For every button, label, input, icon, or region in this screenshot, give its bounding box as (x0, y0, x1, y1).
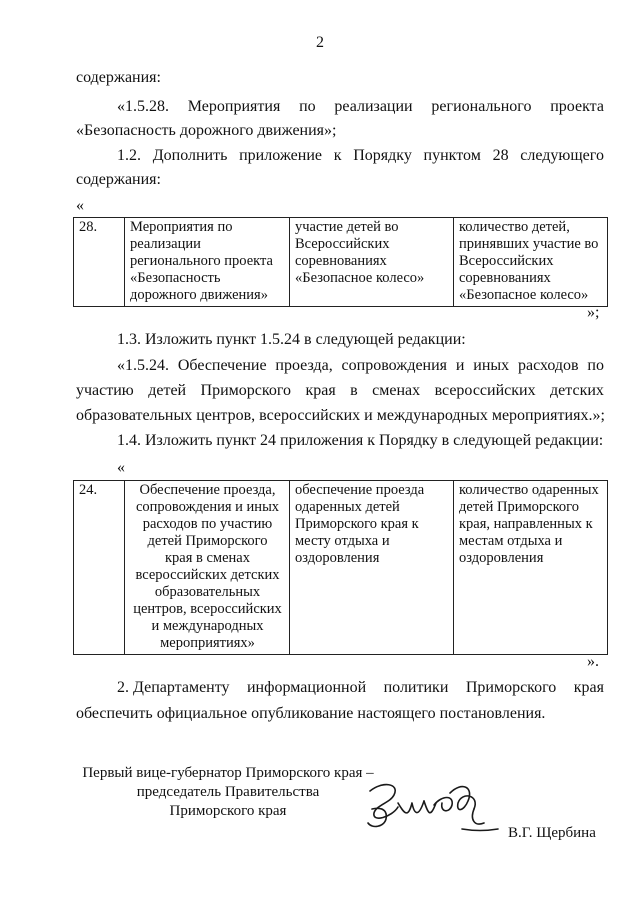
signatory-name: В.Г. Щербина (508, 825, 596, 841)
text-line: образовательных центров, всероссийских и международных мероприятиях.»; (76, 407, 605, 424)
text-line: содержания: (76, 69, 161, 86)
cell-indicator: количество одаренных детей Приморского края, направленных к местам отдыха и оздоровления (454, 481, 608, 655)
cell-event: Обеспечение проезда, сопровождения и иных расходов по участию детей Приморского края в сменах всероссийских детских образовательных центров, всероссийских и международных мероприятиях» (125, 481, 290, 655)
text-line-justified: «1.5.24. Обеспечение проезда, сопровождения и иных расходов по (117, 357, 604, 374)
text-line: обеспечить официальное опубликование настоящего постановления. (76, 705, 546, 722)
cell-activity: участие детей во Всероссийских соревнованиях «Безопасное колесо» (290, 218, 454, 307)
text-line: «Безопасность дорожного движения»; (76, 122, 337, 139)
page-number: 2 (316, 34, 324, 51)
text-line-justified: 2. Департаменту информационной политики Приморского края (117, 679, 604, 696)
cell-number: 24. (74, 481, 125, 655)
close-quote: ». (587, 653, 599, 670)
handwritten-signature (362, 773, 502, 843)
text-line-justified: участию детей Приморского края в сменах всероссийских детских (76, 382, 604, 399)
table-item-24 (73, 480, 608, 655)
signatory-position: Первый вице-губернатор Приморского края – председатель Правительства Приморского края (82, 765, 374, 819)
text-line: 1.4. Изложить пункт 24 приложения к Порядку в следующей редакции: (117, 432, 604, 449)
cell-number: 28. (74, 218, 125, 307)
cell-event: Мероприятия по реализации регионального проекта «Безопасность дорожного движения» (125, 218, 290, 307)
table-row (74, 481, 608, 655)
text-line-justified: «1.5.28. Мероприятия по реализации регионального проекта (117, 98, 604, 115)
open-quote: « (117, 459, 125, 476)
text-line: содержания: (76, 171, 161, 188)
table-item-28 (73, 217, 608, 307)
close-quote: »; (587, 304, 600, 321)
cell-activity: обеспечение проезда одаренных детей Приморского края к месту отдыха и оздоровления (290, 481, 454, 655)
open-quote: « (76, 197, 84, 214)
text-line: 1.3. Изложить пункт 1.5.24 в следующей редакции: (117, 331, 466, 348)
table-row (74, 218, 608, 307)
cell-indicator: количество детей, принявших участие во Всероссийских соревнованиях «Безопасное колесо» (454, 218, 608, 307)
text-line-justified: 1.2. Дополнить приложение к Порядку пунктом 28 следующего (117, 147, 604, 164)
